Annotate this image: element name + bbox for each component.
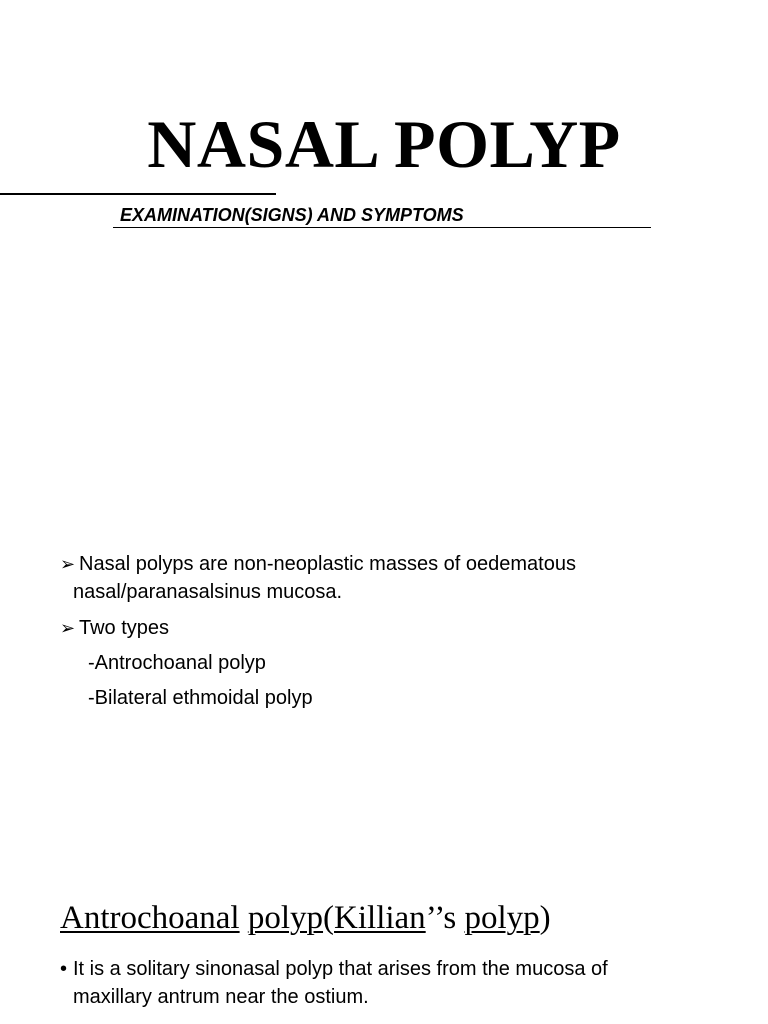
bullet-text-line1: Nasal polyps are non-neoplastic masses of oedematous (79, 553, 576, 575)
page-title: NASAL POLYP (147, 106, 621, 182)
section-bullet-line1: It is a solitary sinonasal polyp that arises from the mucosa of (73, 958, 608, 980)
type-item-ethmoidal: -Bilateral ethmoidal polyp (88, 687, 313, 709)
bullet-text-line2: nasal/paranasalsinus mucosa. (73, 581, 343, 603)
section-bullet (60, 955, 740, 1011)
bullet-definition (60, 550, 740, 606)
heading-part: polyp (464, 900, 540, 936)
heading-part: ’’s (425, 900, 465, 936)
arrow-bullet-icon: ➢ (60, 554, 76, 574)
title-underline-rule (0, 193, 276, 195)
subtitle-text: EXAMINATION(SIGNS) AND SYMPTOMS (120, 205, 464, 225)
dot-bullet-icon: • (60, 958, 68, 980)
bullet-types (60, 614, 740, 642)
heading-part (240, 900, 248, 936)
section-bullet-line2: maxillary antrum near the ostium. (73, 986, 369, 1008)
arrow-bullet-icon: ➢ (60, 618, 76, 638)
type-item-antrochoanal: -Antrochoanal polyp (88, 652, 266, 674)
page-subtitle (113, 202, 651, 228)
heading-part: ( (323, 900, 335, 936)
heading-part: Antrochoanal (60, 900, 240, 936)
bullet-text-line1: Two types (79, 617, 170, 639)
heading-part: ) (539, 900, 551, 936)
heading-part: Killian (334, 900, 426, 936)
section-heading (60, 896, 551, 940)
heading-part: polyp (247, 900, 324, 936)
